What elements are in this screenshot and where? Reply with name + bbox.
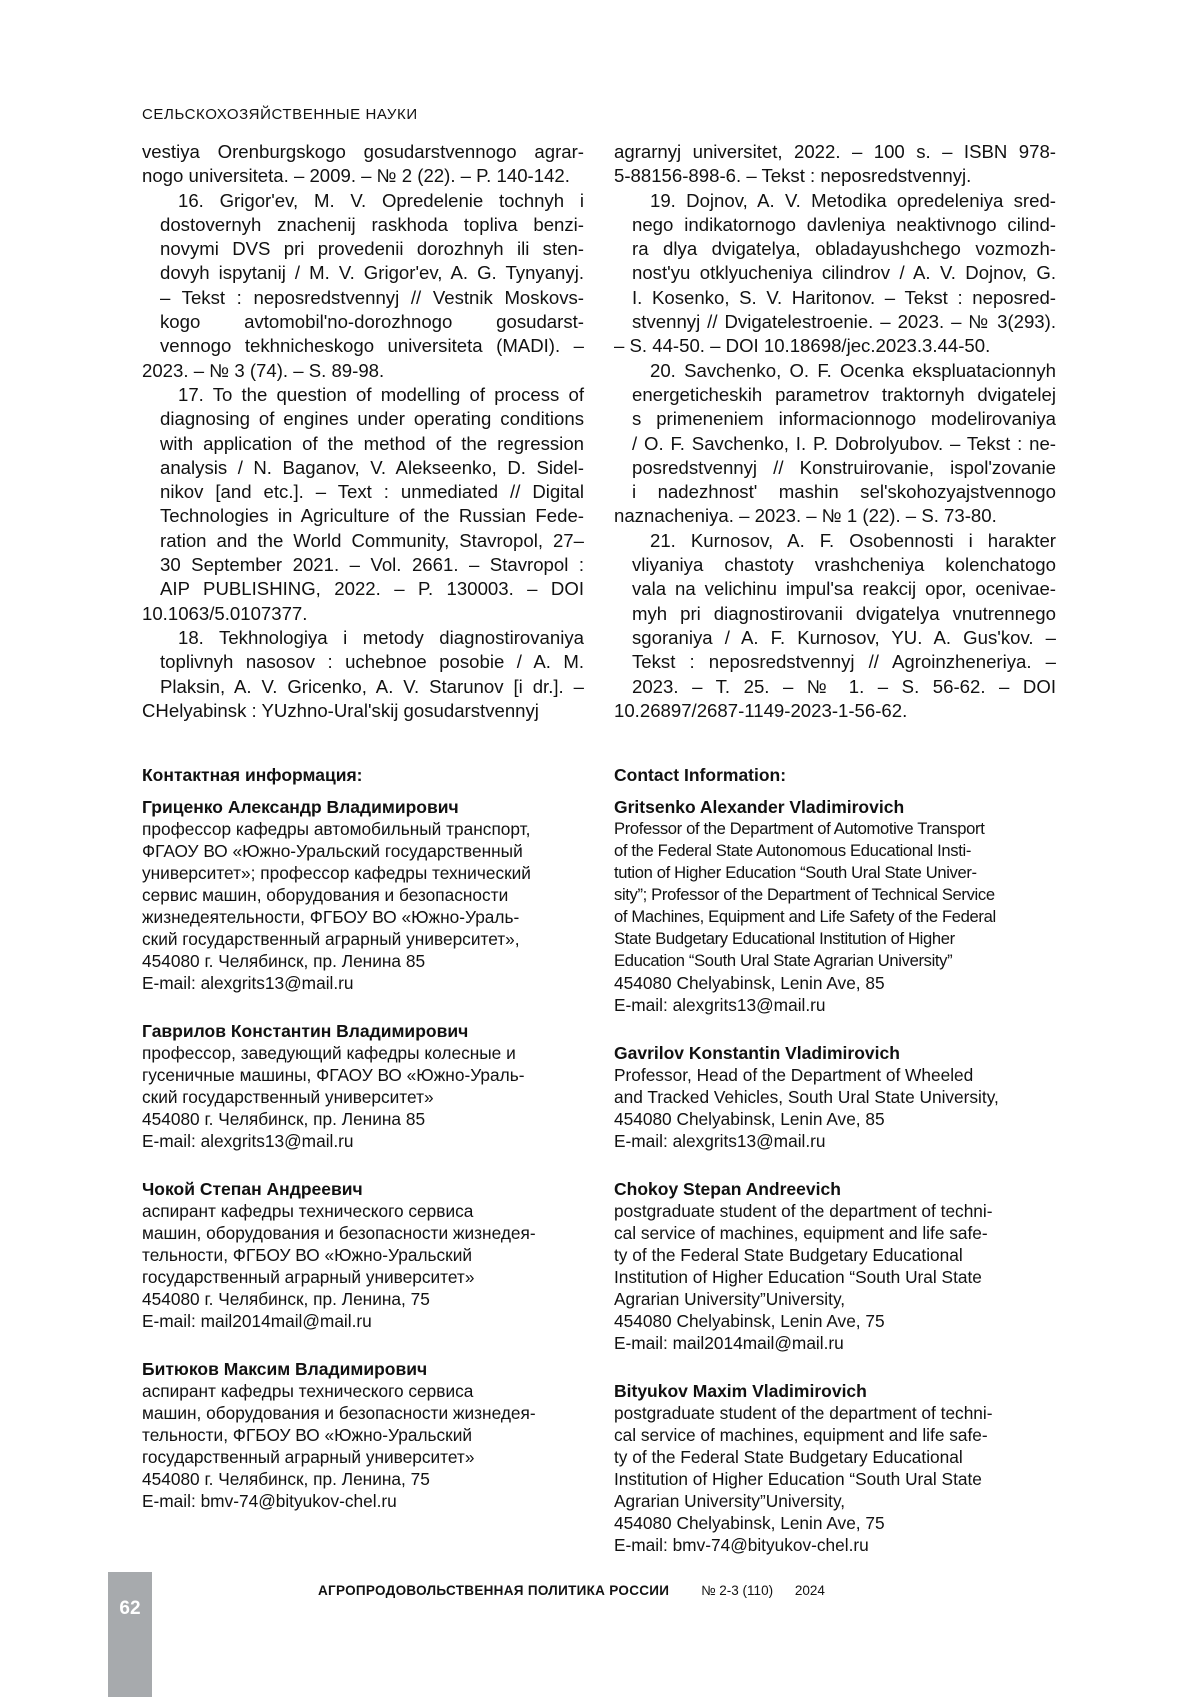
reference-entry — [142, 140, 584, 189]
person-detail-line: ty of the Federal State Budgetary Educational — [614, 1447, 963, 1467]
contact-person — [142, 1358, 584, 1512]
reference-line: 2023. – T. 25. – № 1. – S. 56-62. – DOI — [632, 675, 1056, 697]
reference-line: – Tekst : neposredstvennyj // Vestnik Moskovs- — [160, 286, 584, 308]
contact-person — [142, 1178, 584, 1332]
person-detail-line: Institution of Higher Education “South Ural State — [614, 1267, 982, 1287]
person-detail-line: государственный аграрный университет» — [142, 1267, 475, 1287]
reference-line: stvennyj // Dvigatelestroenie. – 2023. – № 3(293). — [632, 311, 1056, 333]
person-name: Чокой Степан Андреевич — [142, 1179, 363, 1199]
person-detail-line: E-mail: alexgrits13@mail.ru — [142, 1131, 354, 1151]
person-name: Битюков Максим Владимирович — [142, 1359, 428, 1379]
reference-line: / O. F. Savchenko, I. P. Dobrolyubov. – Tekst : ne- — [632, 432, 1056, 454]
person-detail-line: ский государственный аграрный университет», — [142, 929, 520, 949]
contact-person — [142, 1020, 584, 1152]
reference-line: dovyh ispytanij / M. V. Grigor'ev, A. G. Tynyanyj. — [160, 262, 584, 284]
reference-line: 18. Tekhnologiya i metody diagnostirovaniya — [178, 626, 584, 648]
person-detail-line: tution of Higher Education “South Ural State Univer- — [614, 863, 977, 882]
reference-line: posredstvennyj // Konstruirovanie, ispol'zovanie — [632, 456, 1056, 478]
references-right — [614, 140, 1056, 723]
person-detail-line: 454080 г. Челябинск, пр. Ленина, 75 — [142, 1289, 430, 1309]
reference-line: vennogo tekhnicheskogo universiteta (MADI). – — [160, 335, 584, 357]
reference-line: toplivnyh nasosov : uchebnoe posobie / A. M. — [160, 651, 584, 673]
person-detail-line: State Budgetary Educational Institution of Higher — [614, 929, 955, 948]
reference-entry — [142, 626, 584, 723]
footer-year: 2024 — [794, 1583, 825, 1598]
contact-person — [142, 796, 584, 994]
contacts-ru — [142, 764, 584, 1538]
person-detail-line: 454080 Chelyabinsk, Lenin Ave, 75 — [614, 1311, 885, 1331]
person-detail-line: сервис машин, оборудования и безопасности — [142, 885, 509, 905]
person-detail-line: Professor, Head of the Department of Wheeled — [614, 1065, 974, 1085]
reference-entry — [614, 189, 1056, 359]
contacts-en — [614, 764, 1056, 1582]
reference-line: 10.26897/2687-1149-2023-1-56-62. — [614, 699, 908, 721]
reference-line: Technologies in Agriculture of the Russian Fede- — [160, 505, 584, 527]
reference-entry — [142, 383, 584, 626]
footer-journal: АГРОПРОДОВОЛЬСТВЕННАЯ ПОЛИТИКА РОССИИ — [318, 1583, 670, 1598]
reference-line: nogo universiteta. – 2009. – № 2 (22). – P. 140-142. — [142, 165, 570, 187]
person-detail-line: тельности, ФГБОУ ВО «Южно-Уральский — [142, 1425, 473, 1445]
contact-person — [614, 1042, 1056, 1152]
person-detail-line: E-mail: mail2014mail@mail.ru — [614, 1333, 844, 1353]
person-detail-line: of the Federal State Autonomous Educational Insti- — [614, 841, 972, 860]
reference-line: 17. To the question of modelling of process of — [178, 383, 584, 405]
reference-line: nost'yu otklyucheniya cilindrov / A. V. Dojnov, G. — [632, 262, 1056, 284]
reference-line: myh pri diagnostirovanii dvigatelya vnutrennego — [632, 602, 1056, 624]
person-detail-line: 454080 г. Челябинск, пр. Ленина 85 — [142, 1109, 426, 1129]
person-name: Гаврилов Константин Владимирович — [142, 1021, 469, 1041]
person-detail-line: университет»; профессор кафедры технический — [142, 863, 531, 883]
person-detail-line: cal service of machines, equipment and life safe- — [614, 1223, 988, 1243]
person-detail-line: and Tracked Vehicles, South Ural State University, — [614, 1087, 999, 1107]
footer — [318, 1583, 825, 1598]
reference-line: analysis / N. Baganov, V. Alekseenko, D. Sidel- — [160, 456, 584, 478]
person-detail-line: cal service of machines, equipment and life safe- — [614, 1425, 988, 1445]
reference-line: vala na velichinu impul'sa reakcij opor, ocenivae- — [632, 578, 1056, 600]
person-detail-line: государственный аграрный университет» — [142, 1447, 475, 1467]
reference-line: Tekst : neposredstvennyj // Agroinzheneriya. – — [632, 651, 1056, 673]
person-name: Bityukov Maxim Vladimirovich — [614, 1381, 867, 1401]
person-detail-line: тельности, ФГБОУ ВО «Южно-Уральский — [142, 1245, 473, 1265]
page-number-tab — [108, 1572, 152, 1697]
person-detail-line: Institution of Higher Education “South Ural State — [614, 1469, 982, 1489]
references-right-column — [614, 140, 1056, 723]
person-detail-line: Education “South Ural State Agrarian University” — [614, 951, 953, 970]
person-detail-line: 454080 г. Челябинск, пр. Ленина 85 — [142, 951, 426, 971]
reference-entry — [142, 189, 584, 383]
person-detail-line: postgraduate student of the department of techni- — [614, 1403, 993, 1423]
reference-line: diagnosing of engines under operating conditions — [160, 408, 584, 430]
person-detail-line: ФГАОУ ВО «Южно-Уральский государственный — [142, 841, 523, 861]
person-detail-line: E-mail: alexgrits13@mail.ru — [614, 995, 826, 1015]
person-detail-line: машин, оборудования и безопасности жизнедея- — [142, 1403, 536, 1423]
person-detail-line: sity”; Professor of the Department of Technical Service — [614, 885, 995, 904]
reference-entry — [614, 140, 1056, 189]
contact-person — [614, 1178, 1056, 1354]
person-detail-line: postgraduate student of the department of techni- — [614, 1201, 993, 1221]
person-detail-line: аспирант кафедры технического сервиса — [142, 1201, 474, 1221]
person-detail-line: Agrarian University”University, — [614, 1491, 846, 1511]
reference-line: 20. Savchenko, O. F. Ocenka ekspluatacionnyh — [650, 359, 1056, 381]
reference-line: – S. 44-50. – DOI 10.18698/jec.2023.3.44-50. — [614, 335, 991, 357]
person-name: Gritsenko Alexander Vladimirovich — [614, 797, 905, 817]
person-detail-line: гусеничные машины, ФГАОУ ВО «Южно-Ураль- — [142, 1065, 525, 1085]
reference-line: 5-88156-898-6. – Tekst : neposredstvennyj. — [614, 165, 972, 187]
person-detail-line: 454080 Chelyabinsk, Lenin Ave, 75 — [614, 1513, 885, 1533]
reference-line: s primeneniem informacionnogo modelirovaniya — [632, 408, 1056, 430]
reference-line: ration and the World Community, Stavropol, 27– — [160, 529, 584, 551]
contact-person — [614, 1380, 1056, 1556]
references-left-column — [142, 140, 584, 723]
person-detail-line: Agrarian University”University, — [614, 1289, 846, 1309]
people-ru — [142, 796, 584, 1512]
reference-line: agrarnyj universitet, 2022. – 100 s. – ISBN 978- — [614, 141, 1056, 162]
person-detail-line: профессор, заведующий кафедры колесные и — [142, 1043, 516, 1063]
contact-heading-ru: Контактная информация: — [142, 765, 363, 785]
reference-line: 16. Grigor'ev, M. V. Opredelenie tochnyh i — [178, 189, 584, 211]
person-detail-line: E-mail: bmv-74@bityukov-chel.ru — [614, 1535, 869, 1555]
reference-line: 21. Kurnosov, A. F. Osobennosti i harakter — [650, 529, 1056, 551]
person-name: Chokoy Stepan Andreevich — [614, 1179, 841, 1199]
person-detail-line: E-mail: alexgrits13@mail.ru — [614, 1131, 826, 1151]
person-detail-line: жизнедеятельности, ФГБОУ ВО «Южно-Ураль- — [142, 907, 520, 927]
reference-line: I. Kosenko, S. V. Haritonov. – Tekst : neposred- — [632, 286, 1056, 308]
person-detail-line: ский государственный университет» — [142, 1087, 434, 1107]
reference-line: nikov [and etc.]. – Text : unmediated // Digital — [160, 481, 584, 503]
reference-line: 2023. – № 3 (74). – S. 89-98. — [142, 359, 385, 381]
contact-heading-en: Contact Information: — [614, 765, 787, 785]
reference-line: dostovernyh znachenij raskhoda topliva benzi- — [160, 213, 584, 235]
footer-issue: № 2-3 (110) — [701, 1583, 774, 1598]
person-detail-line: 454080 Chelyabinsk, Lenin Ave, 85 — [614, 973, 885, 993]
reference-line: sgoraniya / A. F. Kurnosov, YU. A. Gus'kov. – — [632, 626, 1056, 648]
references-left — [142, 140, 584, 723]
page-number: 62 — [119, 1598, 141, 1619]
person-detail-line: машин, оборудования и безопасности жизнедея- — [142, 1223, 536, 1243]
person-detail-line: of Machines, Equipment and Life Safety of the Federal — [614, 907, 996, 926]
reference-line: vliyaniya chastoty vrashcheniya kolenchatogo — [632, 554, 1056, 576]
reference-line: 30 September 2021. – Vol. 2661. – Stavropol : — [160, 554, 584, 576]
person-detail-line: 454080 г. Челябинск, пр. Ленина, 75 — [142, 1469, 430, 1489]
person-detail-line: 454080 Chelyabinsk, Lenin Ave, 85 — [614, 1109, 885, 1129]
person-name: Гриценко Александр Владимирович — [142, 797, 459, 817]
reference-line: Plaksin, A. V. Gricenko, A. V. Starunov [i dr.]. – — [160, 675, 584, 697]
person-detail-line: аспирант кафедры технического сервиса — [142, 1381, 474, 1401]
person-detail-line: E-mail: mail2014mail@mail.ru — [142, 1311, 372, 1331]
contact-person — [614, 796, 1056, 1016]
reference-line: 19. Dojnov, A. V. Metodika opredeleniya sred- — [650, 189, 1056, 211]
reference-entry — [614, 529, 1056, 723]
person-detail-line: Professor of the Department of Automotive Transport — [614, 819, 985, 838]
person-name: Gavrilov Konstantin Vladimirovich — [614, 1043, 900, 1063]
reference-line: kogo avtomobil'no-dorozhnogo gosudarst- — [160, 311, 584, 333]
person-detail-line: профессор кафедры автомобильный транспорт, — [142, 819, 531, 839]
person-detail-line: E-mail: bmv-74@bityukov-chel.ru — [142, 1491, 397, 1511]
reference-line: AIP PUBLISHING, 2022. – P. 130003. – DOI — [160, 578, 584, 600]
reference-line: energeticheskih parametrov traktornyh dvigatelej — [632, 383, 1056, 405]
reference-line: vestiya Orenburgskogo gosudarstvennogo agrar- — [142, 141, 584, 162]
person-detail-line: ty of the Federal State Budgetary Educational — [614, 1245, 963, 1265]
reference-line: with application of the method of the regression — [160, 432, 584, 454]
reference-line: i nadezhnost' mashin sel'skohozyajstvennogo — [632, 481, 1056, 503]
reference-line: novymi DVS pri provedenii dorozhnyh ili sten- — [160, 238, 584, 260]
people-en — [614, 796, 1056, 1556]
reference-line: nego indikatornogo davleniya neaktivnogo cilind- — [632, 213, 1056, 235]
reference-entry — [614, 359, 1056, 529]
person-detail-line: E-mail: alexgrits13@mail.ru — [142, 973, 354, 993]
reference-line: ra dlya dvigatelya, obladayushchego vozmozh- — [632, 238, 1056, 260]
reference-line: CHelyabinsk : YUzhno-Ural'skij gosudarstvennyj — [142, 699, 539, 721]
running-head: СЕЛЬСКОХОЗЯЙСТВЕННЫЕ НАУКИ — [142, 106, 418, 123]
reference-line: 10.1063/5.0107377. — [142, 602, 308, 624]
reference-line: naznacheniya. – 2023. – № 1 (22). – S. 73-80. — [614, 505, 997, 527]
